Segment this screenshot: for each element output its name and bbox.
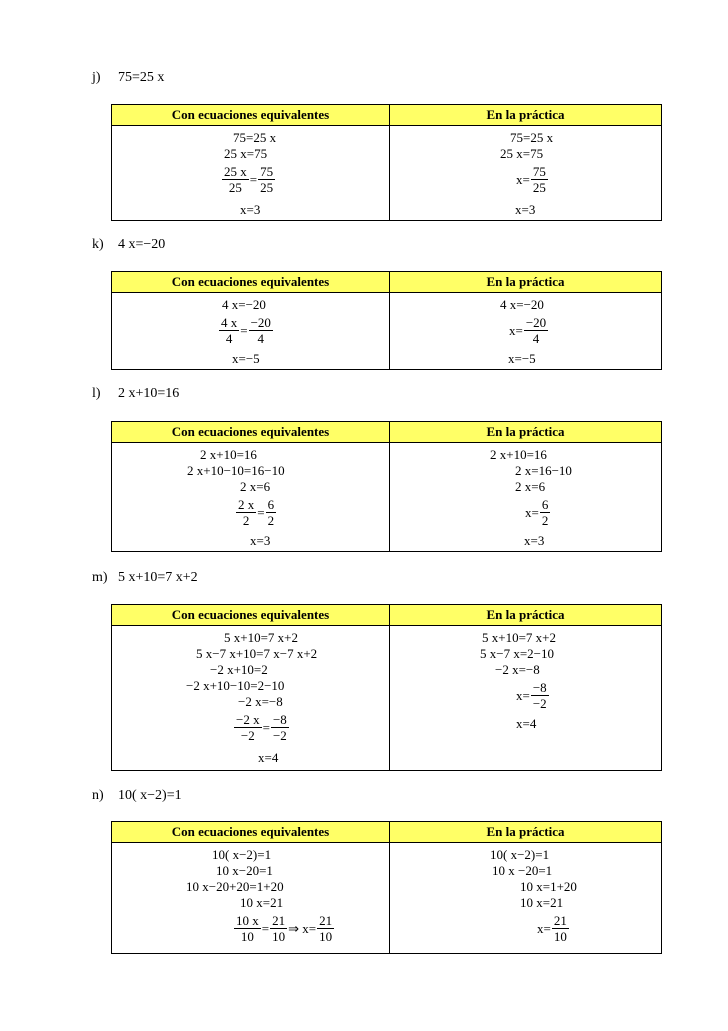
step-line: 75=25 x: [233, 130, 277, 145]
step-line: 4 x=−20: [500, 297, 544, 312]
header-left: Con ecuaciones equivalentes: [112, 605, 390, 626]
step-line: 4 x=−20: [222, 297, 266, 312]
header-left: Con ecuaciones equivalentes: [112, 105, 390, 126]
step-line: −2 x=−8: [495, 662, 540, 677]
problem-letter: m): [92, 570, 108, 585]
step-line: 25 x=75: [224, 146, 268, 161]
step-line: 2 x+10−10=16−10: [187, 463, 285, 478]
header-left: Con ecuaciones equivalentes: [112, 822, 390, 843]
step-line: x=3: [515, 202, 536, 217]
problem-label-j: [92, 70, 164, 86]
equation-table-l: [111, 421, 662, 552]
step-line: 10 x=1+20: [520, 879, 577, 894]
header-right: En la práctica: [390, 272, 662, 293]
step-line: 10 x−20=1: [216, 863, 273, 878]
step-line: 2 x+10=16: [200, 447, 257, 462]
step-line: x=−5: [232, 351, 260, 366]
right-steps: [390, 126, 662, 221]
step-line: 10 x −20=1: [492, 863, 553, 878]
step-fraction: x= $\frac{6}{2}$: [525, 497, 549, 528]
problem-letter: l): [92, 386, 101, 401]
step-line: 10 x=21: [240, 895, 284, 910]
step-line: 10( x−2)=1: [490, 847, 550, 862]
step-fraction: $\frac{10 x}{10}$ = $\frac{21}{10}$ ⇒ x= $\frac{21}{10}$: [236, 913, 333, 944]
problem-letter: n): [92, 788, 104, 803]
step-line: x=3: [250, 533, 271, 548]
step-line: −2 x=−8: [238, 694, 283, 709]
step-line: 5 x+10=7 x+2: [482, 630, 556, 645]
step-fraction: $\frac{25 x}{25}$ = $\frac{75}{25}$: [224, 164, 274, 195]
problem-letter: k): [92, 237, 104, 252]
left-steps: [112, 626, 390, 771]
problem-equation: 75=25 x: [118, 70, 165, 85]
problem-label-l: [92, 386, 179, 402]
right-steps: [390, 843, 662, 954]
step-line: 25 x=75: [500, 146, 544, 161]
step-line: 75=25 x: [510, 130, 554, 145]
step-fraction: $\frac{2 x}{2}$ = $\frac{6}{2}$: [238, 497, 275, 528]
right-steps: [390, 626, 662, 771]
problem-equation: 5 x+10=7 x+2: [118, 570, 198, 585]
step-line: 2 x=6: [515, 479, 546, 494]
left-steps: [112, 293, 390, 370]
problem-label-k: [92, 237, 165, 253]
problem-equation: 2 x+10=16: [118, 386, 180, 401]
left-steps: [112, 126, 390, 221]
step-line: x=4: [516, 716, 537, 731]
step-fraction: x= $\frac{-8}{-2}$: [516, 680, 547, 711]
header-right: En la práctica: [390, 422, 662, 443]
step-line: 5 x−7 x+10=7 x−7 x+2: [196, 646, 318, 661]
step-line: x=3: [524, 533, 545, 548]
header-right: En la práctica: [390, 822, 662, 843]
step-fraction: x= $\frac{21}{10}$: [537, 913, 567, 944]
step-line: x=−5: [508, 351, 536, 366]
step-line: 10 x−20+20=1+20: [186, 879, 284, 894]
header-right: En la práctica: [390, 105, 662, 126]
equation-table-j: [111, 104, 662, 221]
step-line: 10( x−2)=1: [212, 847, 272, 862]
step-line: −2 x+10=2: [210, 662, 268, 677]
problem-equation: 10( x−2)=1: [118, 788, 182, 803]
step-fraction: x= $\frac{75}{25}$: [516, 164, 546, 195]
problem-letter: j): [92, 70, 101, 85]
step-line: x=4: [258, 750, 279, 765]
step-fraction: $\frac{-2 x}{-2}$ = $\frac{-8}{-2}$: [236, 712, 287, 743]
step-line: x=3: [240, 202, 261, 217]
equation-table-n: [111, 821, 662, 954]
equation-table-m: [111, 604, 662, 771]
step-line: −2 x+10−10=2−10: [186, 678, 285, 693]
left-steps: [112, 443, 390, 552]
step-fraction: x= $\frac{-20}{4}$: [509, 315, 547, 346]
step-line: 5 x+10=7 x+2: [224, 630, 298, 645]
equation-table-k: [111, 271, 662, 370]
problem-label-m: [92, 570, 198, 586]
step-line: 5 x−7 x=2−10: [480, 646, 554, 661]
problem-equation: 4 x=−20: [118, 237, 166, 252]
left-steps: [112, 843, 390, 954]
header-right: En la práctica: [390, 605, 662, 626]
problem-label-n: [92, 788, 182, 804]
step-line: 2 x+10=16: [490, 447, 547, 462]
header-left: Con ecuaciones equivalentes: [112, 272, 390, 293]
step-line: 2 x=16−10: [515, 463, 572, 478]
right-steps: [390, 443, 662, 552]
step-fraction: $\frac{4 x}{4}$ = $\frac{-20}{4}$: [221, 315, 271, 346]
step-line: 2 x=6: [240, 479, 271, 494]
step-line: 10 x=21: [520, 895, 564, 910]
right-steps: [390, 293, 662, 370]
header-left: Con ecuaciones equivalentes: [112, 422, 390, 443]
